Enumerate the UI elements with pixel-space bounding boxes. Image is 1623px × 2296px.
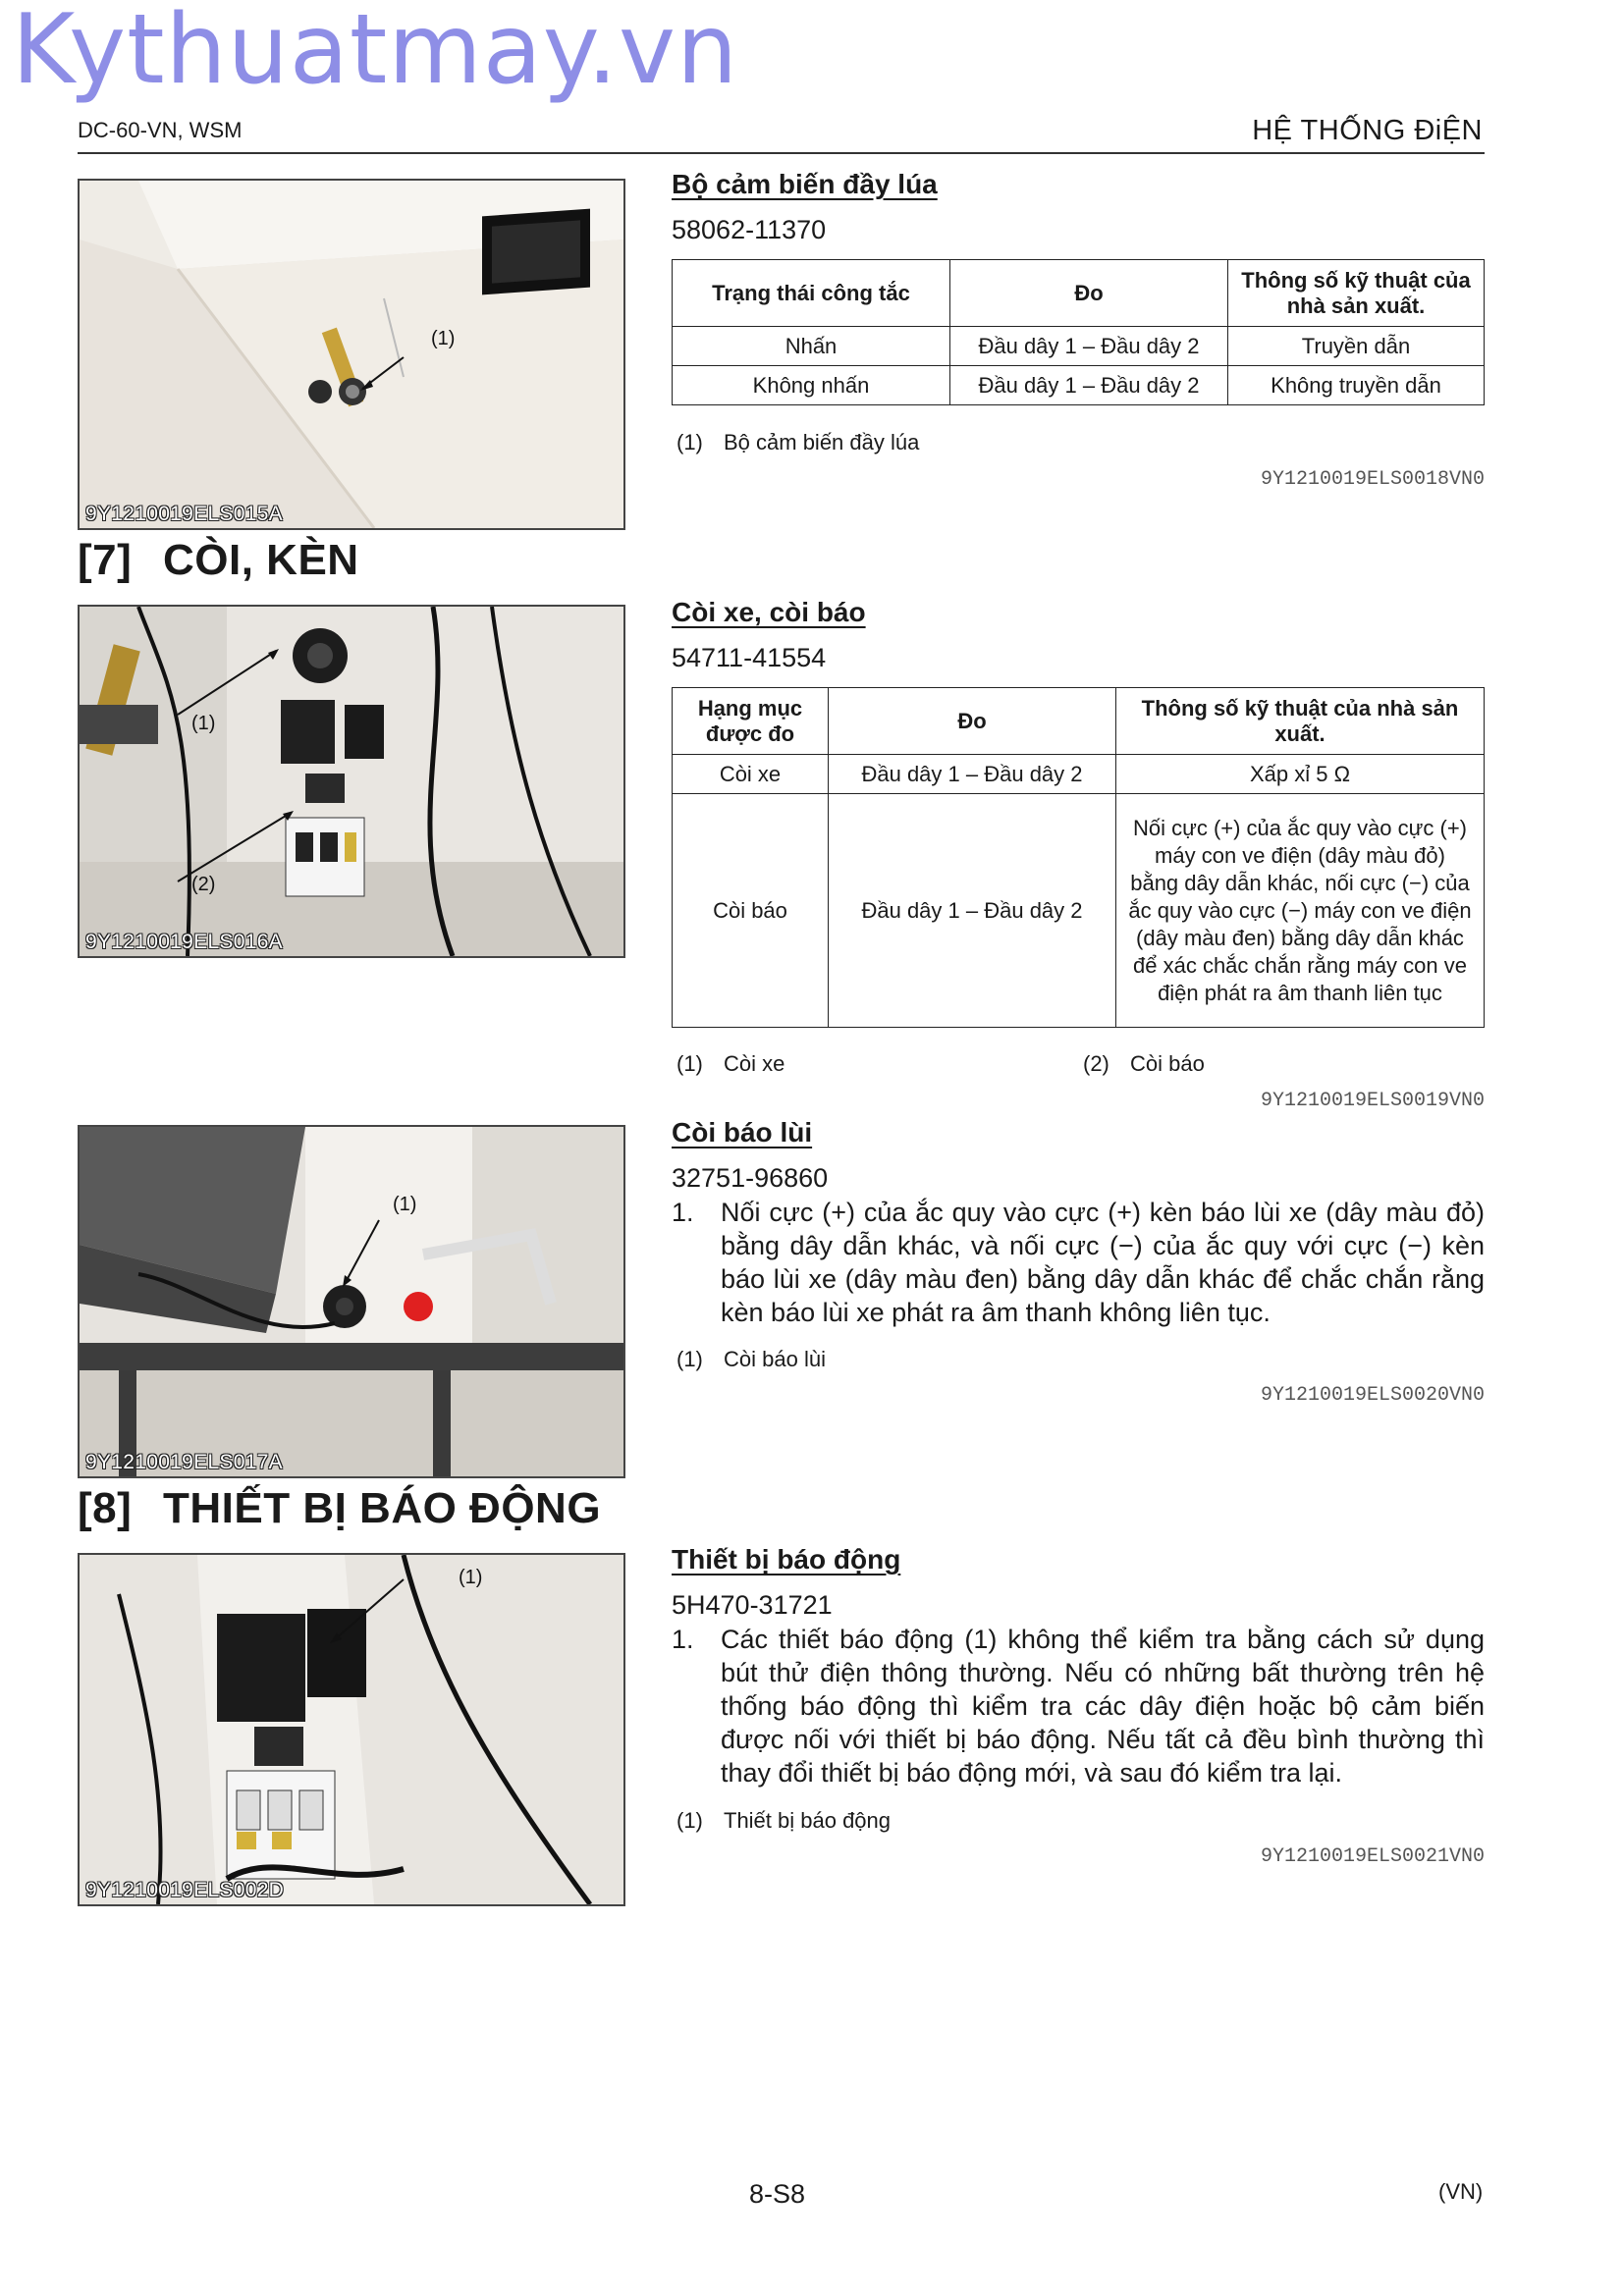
alarm-title: Thiết bị báo động: [672, 1544, 901, 1575]
legend-number: (1): [676, 430, 703, 454]
legend-number: (1): [676, 1347, 703, 1371]
legend-text: Thiết bị báo động: [724, 1808, 892, 1833]
horn-legend-2: [1083, 1051, 1205, 1077]
callout-1: (1): [431, 328, 456, 349]
photo-grain-sensor: [78, 179, 625, 530]
reverse-legend: [676, 1347, 826, 1372]
language-code: (VN): [1438, 2179, 1484, 2204]
table-row: [673, 366, 1485, 405]
legend-text: Còi báo: [1130, 1051, 1205, 1076]
photo-id: 9Y1210019ELS017A: [85, 1451, 283, 1473]
table-cell: Truyền dẫn: [1228, 327, 1485, 366]
reverse-title: Còi báo lùi: [672, 1117, 813, 1148]
section-7-title: CÒI, KÈN: [163, 536, 359, 584]
header-rule: [78, 152, 1485, 154]
reference-code: 9Y1210019ELS0020VN0: [1260, 1384, 1485, 1407]
table-header-row: [673, 688, 1485, 755]
section-8-title: THIẾT BỊ BÁO ĐỘNG: [163, 1484, 602, 1532]
reverse-part-number: 32751-96860: [672, 1163, 829, 1193]
table-cell: Nhấn: [673, 327, 950, 366]
callout-1: (1): [191, 713, 216, 734]
table-row: [673, 794, 1485, 1028]
doc-code: DC-60-VN, WSM: [78, 118, 243, 142]
photo-id: 9Y1210019ELS015A: [85, 503, 283, 525]
legend-number: (1): [676, 1808, 703, 1833]
table-header: Thông số kỹ thuật của nhà sản xuất.: [1116, 688, 1485, 755]
legend-text: Còi xe: [724, 1051, 785, 1076]
table-header-row: [673, 260, 1485, 327]
callout-2: (2): [191, 874, 216, 895]
alarm-step: [672, 1623, 1485, 1794]
table-cell: Đầu dây 1 – Đầu dây 2: [829, 755, 1116, 794]
step-text: Các thiết báo động (1) không thể kiểm tra bằng cách sử dụng bút thử điện thông thường. Nếu có những bất thường trên hệ thống báo động thì kiểm tra các dây điện hoặc bộ cảm biến được nối với thiết bị báo động. Nếu tất cả đều bình thường thì thay đổi thiết bị báo động mới, và sau đó kiểm tra lại.: [721, 1625, 1485, 1788]
photo-id: 9Y1210019ELS002D: [85, 1879, 285, 1901]
section-header: HỆ THỐNG ĐiỆN: [1252, 115, 1483, 146]
horn-title: Còi xe, còi báo: [672, 597, 866, 627]
table-cell: Xấp xỉ 5 Ω: [1116, 755, 1485, 794]
horn-illustration: [80, 607, 623, 956]
reverse-buzzer-illustration: [80, 1127, 623, 1476]
sensor-spec-table: [672, 259, 1485, 405]
table-header: Trạng thái công tắc: [673, 260, 950, 327]
sensor-legend: [676, 430, 919, 455]
legend-number: (2): [1083, 1051, 1109, 1076]
watermark-logo: Kythuatmay.vn: [12, 0, 739, 106]
table-cell: Đầu dây 1 – Đầu dây 2: [950, 366, 1228, 405]
legend-number: (1): [676, 1051, 703, 1076]
page-number: 8-S8: [749, 2179, 806, 2209]
section-8-number: [8]: [78, 1484, 133, 1532]
table-cell: Còi báo: [673, 794, 829, 1028]
callout-1: (1): [393, 1194, 417, 1215]
reference-code: 9Y1210019ELS0021VN0: [1260, 1845, 1485, 1868]
table-header: Hạng mục được đo: [673, 688, 829, 755]
legend-text: Bộ cảm biến đầy lúa: [724, 430, 920, 454]
reference-code: 9Y1210019ELS0019VN0: [1260, 1090, 1485, 1112]
table-row: [673, 327, 1485, 366]
sensor-title: Bộ cảm biến đầy lúa: [672, 169, 938, 199]
grain-sensor-illustration: [80, 181, 623, 528]
alarm-device-illustration: [80, 1555, 623, 1904]
table-cell: Không truyền dẫn: [1228, 366, 1485, 405]
table-cell: Không nhấn: [673, 366, 950, 405]
sensor-part-number: 58062-11370: [672, 215, 827, 244]
reference-code: 9Y1210019ELS0018VN0: [1260, 468, 1485, 491]
table-cell: Đầu dây 1 – Đầu dây 2: [950, 327, 1228, 366]
photo-reverse-buzzer: [78, 1125, 625, 1478]
alarm-legend: [676, 1808, 891, 1834]
table-cell: Nối cực (+) của ắc quy vào cực (+) máy con ve điện (dây màu đỏ) bằng dây dẫn khác, nối cực (−) của ắc quy vào cực (−) máy con ve điện (dây màu đen) bằng dây dẫn khác để xác chắc chắn rằng máy con ve điện phát ra âm thanh liên tục: [1116, 794, 1485, 1028]
table-header: Thông số kỹ thuật của nhà sản xuất.: [1228, 260, 1485, 327]
callout-1: (1): [459, 1567, 483, 1588]
section-7-number: [7]: [78, 536, 133, 584]
horn-part-number: 54711-41554: [672, 643, 827, 672]
table-cell: Đầu dây 1 – Đầu dây 2: [829, 794, 1116, 1028]
horn-spec-table: [672, 687, 1485, 1028]
table-header: Đo: [829, 688, 1116, 755]
reverse-step: [672, 1196, 1485, 1333]
alarm-part-number: 5H470-31721: [672, 1590, 833, 1620]
photo-alarm-device: [78, 1553, 625, 1906]
table-cell: Còi xe: [673, 755, 829, 794]
photo-horn: [78, 605, 625, 958]
legend-text: Còi báo lùi: [724, 1347, 826, 1371]
step-number: 1.: [672, 1198, 694, 1227]
horn-legend-1: [676, 1051, 784, 1077]
table-header: Đo: [950, 260, 1228, 327]
table-row: [673, 755, 1485, 794]
step-number: 1.: [672, 1625, 694, 1654]
step-text: Nối cực (+) của ắc quy vào cực (+) kèn báo lùi xe (dây màu đỏ) bằng dây dẫn khác, và nối cực (−) của ắc quy với cực (−) kèn báo lùi xe (dây màu đen) bằng dây dẫn khác để chắc chắn rằng kèn báo lùi xe phát ra âm thanh không liên tục.: [721, 1198, 1485, 1327]
photo-id: 9Y1210019ELS016A: [85, 931, 283, 953]
